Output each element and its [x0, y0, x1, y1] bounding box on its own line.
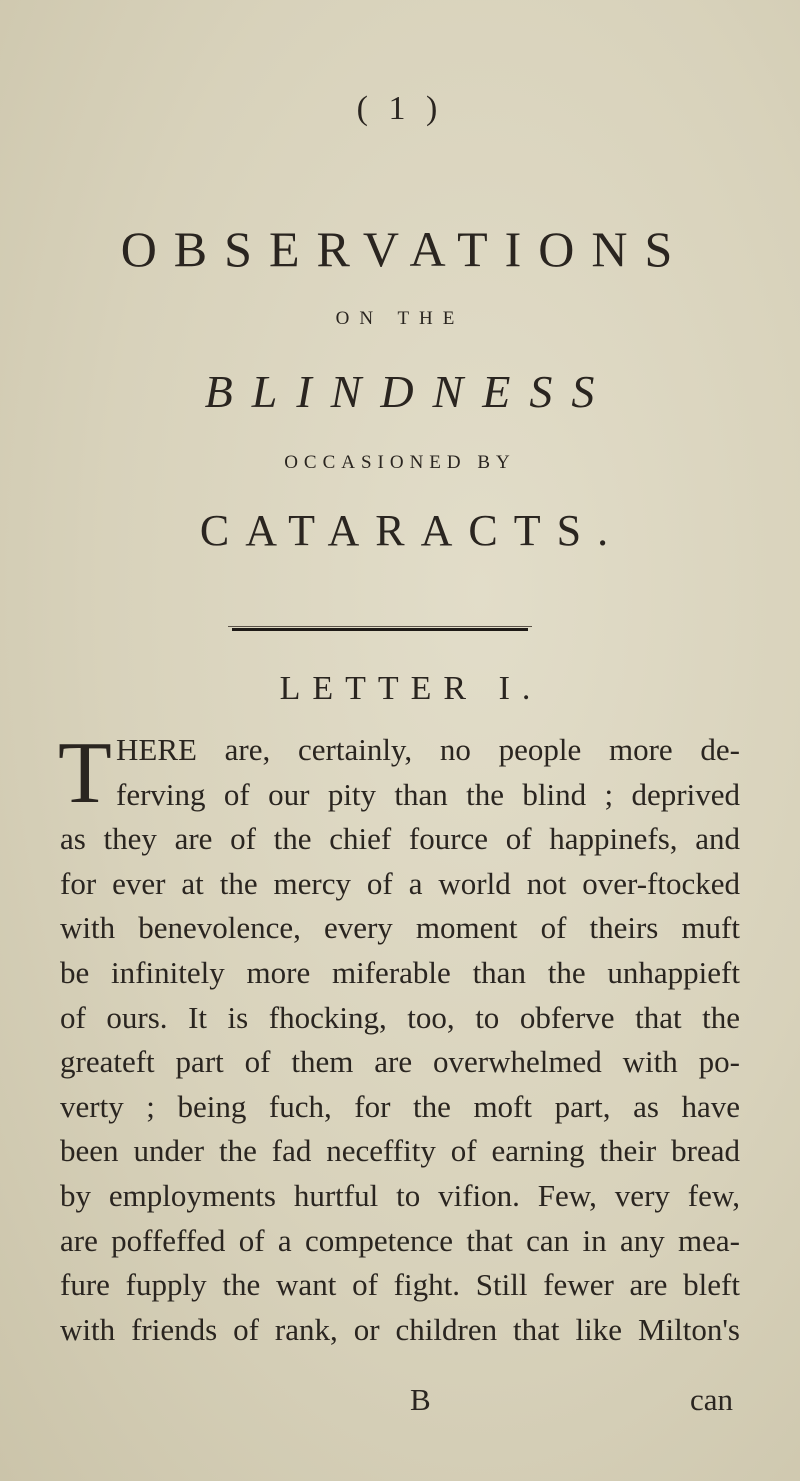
- body-line: with benevolence, every moment of theirs muft: [60, 910, 740, 946]
- catchword: can: [690, 1382, 734, 1417]
- title-occasioned-by: OCCASIONED BY: [284, 452, 516, 473]
- drop-cap: T: [58, 725, 112, 822]
- body-line: be infinitely more miferable than the unhappieft: [60, 954, 740, 990]
- body-line: of ours. It is fhocking, too, to obferve that the: [60, 999, 740, 1035]
- body-line: HERE are, certainly, no people more de-: [116, 732, 740, 767]
- title-blindness: BLINDNESS: [204, 366, 614, 417]
- body-text: [58, 725, 740, 1352]
- body-line: by employments hurtful to vifion. Few, very few,: [60, 1177, 740, 1213]
- signature-mark: B: [410, 1382, 431, 1417]
- body-line: greateft part of them are overwhelmed with po-: [60, 1044, 740, 1080]
- body-line: verty ; being fuch, for the moft part, as have: [60, 1088, 740, 1124]
- body-line: fure fupply the want of fight. Still fewer are bleft: [60, 1267, 740, 1303]
- title-observations: OBSERVATIONS: [120, 221, 690, 277]
- body-line: with friends of rank, or children that like Milton's: [60, 1311, 740, 1347]
- divider-rule-thin: [228, 626, 532, 627]
- body-line: as they are of the chief fource of happinefs, and: [60, 821, 740, 857]
- body-line: ferving of our pity than the blind ; deprived: [116, 776, 740, 812]
- body-line: been under the fad neceffity of earning their bread: [60, 1133, 740, 1169]
- body-line: are poffeffed of a competence that can in any mea-: [60, 1222, 740, 1258]
- page-number: ( 1 ): [356, 90, 444, 127]
- body-line: for ever at the mercy of a world not over-ftocked: [60, 865, 740, 901]
- title-cataracts: CATARACTS.: [199, 506, 625, 555]
- title-on-the: ON THE: [335, 308, 465, 329]
- letter-heading: LETTER I.: [279, 670, 543, 707]
- divider-rule: [232, 628, 528, 631]
